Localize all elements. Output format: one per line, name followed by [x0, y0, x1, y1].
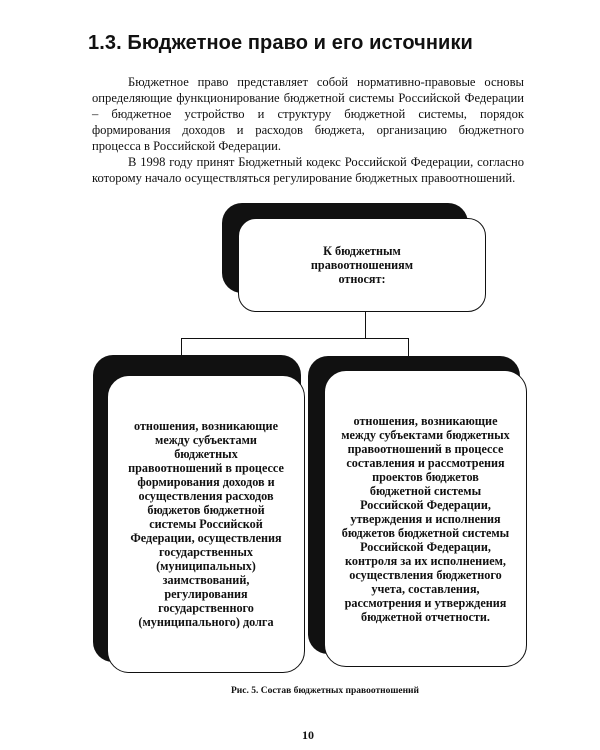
paragraph-budget-code: В 1998 году принят Бюджетный кодекс Российской Федерации, согласно которому начало осуществляться регулирование бюджетных правоотношений. [92, 155, 524, 185]
right-box [324, 370, 527, 667]
top-box [238, 218, 486, 312]
connector-vertical-top [365, 312, 366, 338]
section-heading: 1.3. Бюджетное право и его источники [88, 32, 473, 54]
top-box-text: К бюджетным правоотношениям относят: [310, 244, 414, 286]
left-box-text: отношения, возникающие между субъектами бюджетных правоотношений в процессе формирования доходов и осуществления расходов бюджетов бюджетной системы Российской Федерации, осуществления государственных (муниципальных) заимствований, регулирования государственного (муниципального) долга [128, 419, 284, 629]
right-box-text: отношения, возникающие между субъектами бюджетных правоотношений в процессе составления и рассмотрения проектов бюджетов бюджетной системы Российской Федерации, утверждения и исполнения бюджетов бюджетной системы Российской Федерации, контроля за их исполнением, осуществления бюджетного учета, составления, рассмотрения и утверждения бюджетной отчетности. [341, 413, 510, 624]
figure-caption: Рис. 5. Состав бюджетных правоотношений [230, 686, 420, 696]
left-box [107, 375, 305, 673]
page-number: 10 [302, 728, 314, 742]
paragraph-budget-law-definition: Бюджетное право представляет собой нормативно-правовые основы определяющие функционирование бюджетной системы Российской Федерации – бюджетное устройство и структуру бюджетной системы, порядок формирования доходов и расходов бюджета, организацию бюджетного процесса в Российской Федерации. [92, 75, 524, 153]
connector-left-drop [181, 338, 182, 355]
connector-horizontal [181, 338, 409, 339]
connector-right-drop [408, 338, 409, 356]
